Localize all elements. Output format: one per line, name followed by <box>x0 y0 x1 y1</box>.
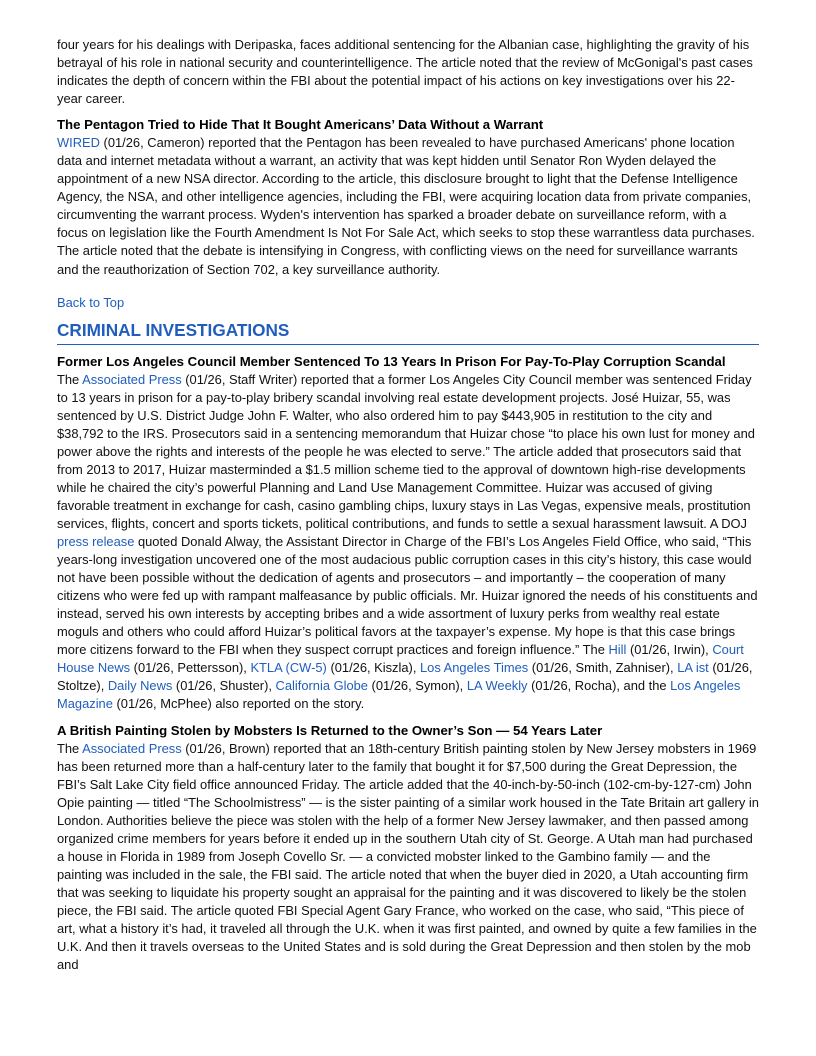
intro-paragraph: four years for his dealings with Deripaska, faces additional sentencing for the Albanian case, highlighting the gravity of his betrayal of his role in national security and counterintelligence. The article noted that the review of McGonigal's past cases indicates the depth of concern within the FBI about the potential impact of his actions on key investigations over his 22-year career. <box>57 37 753 107</box>
outlet-detail: (01/26, Pettersson), <box>130 660 251 676</box>
outlet-detail: (01/26, McPhee) also reported on the story. <box>112 696 365 712</box>
outlet-link-daily-news[interactable]: Daily News <box>107 678 173 694</box>
story-title: A British Painting Stolen by Mobsters Is Returned to the Owner’s Son — 54 Years Later <box>57 722 603 738</box>
source-link-associated-press[interactable]: Associated Press <box>82 371 182 387</box>
story-stolen-painting <box>57 722 759 975</box>
back-to-top-link[interactable]: Back to Top <box>57 294 125 310</box>
story-text: (01/26, Cameron) reported that the Pentagon has been revealed to have purchased Americans' phone location data and internet metadata without a warrant, an activity that was kept hidden until Senator Ron Wyden delayed the appointment of a new NSA director. According to the article, this disclosure brought to light that the Defense Intelligence Agency, the NSA, and other intelligence agencies, including the FBI, were acquiring location data from private companies, circumventing the warrant process. Wyden's intervention has sparked a broader debate on surveillance reform, with a focus on legislation like the Fourth Amendment Is Not For Sale Act, which seeks to stop these warrantless data purchases. The article noted that the debate is intensifying in Congress, with conflicting views on the need for surveillance warrants and the reauthorization of Section 702, a key surveillance authority. <box>57 135 755 277</box>
story-text: quoted Donald Alway, the Assistant Director in Charge of the FBI’s Los Angeles Field Office, who said, “This years-long investigation uncovered one of the most audacious public corruption cases in this city’s history, this case would not have been possible without the dedication of agents and prosecutors – and importantly – the cooperation of many citizens who were fed up with rampant malfeasance by public officials. Mr. Huizar ignored the needs of his constituents and instead, served his own interests by accepting bribes and a wide assortment of luxury perks from wealthy real estate moguls and others who could afford Huizar’s political favors at the taxpayer’s expense. My hope is that this case brings more citizens forward to the FBI when they suspect corrupt practices and foreign influence.” The <box>57 534 758 658</box>
outlet-link-la-weekly[interactable]: LA Weekly <box>466 678 528 694</box>
story-text: (01/26, Brown) reported that an 18th-century British painting stolen by New Jersey mobsters in 1969 has been returned more than a half-century later to the family that bought it for $7,500 during the Great Depression, the FBI’s Salt Lake City field office announced Friday. The article added that the 40-inch-by-50-inch (102-cm-by-127-cm) John Opie painting — titled “The Schoolmistress” — is the sister painting of a similar work housed in the Tate Britain art gallery in London. Authorities believe the piece was stolen with the help of a former New Jersey lawmaker, and then passed among organized crime members for years before it ended up in the southern Utah city of St. George. A Utah man had purchased a house in Florida in 1989 from Joseph Covello Sr. — a convicted mobster linked to the Gambino family — and the painting was included in the sale, the FBI said. The article noted that when the buyer died in 2020, a Utah accounting firm that was seeking to liquidate his property sought an appraisal for the painting and it was discovered to likely be the stolen piece, the FBI said. The article quoted FBI Special Agent Gary France, who worked on the case, who said, “This piece of art, what a history it’s had, it traveled all through the U.K. when it was first painted, and owned by quite a few families in the U.K. And then it travels overseas to the United States and is sold during the Great Depression and then stolen by the mob and <box>57 740 759 973</box>
source-link-associated-press[interactable]: Associated Press <box>82 740 182 756</box>
source-link-wired[interactable]: WIRED <box>57 135 100 151</box>
outlet-link-la-ist[interactable]: LA ist <box>677 660 709 676</box>
story-body <box>57 371 759 714</box>
outlet-detail: (01/26, Irwin), <box>626 642 713 658</box>
story-text: (01/26, Staff Writer) reported that a former Los Angeles City Council member was sentenced Friday to 13 years in prison for a pay-to-play bribery scandal involving real estate development projects. José Huizar, 55, was sentenced by U.S. District Judge John F. Walter, who also ordered him to pay $443,905 in restitution to the city and $38,792 to the IRS. Prosecutors said in a sentencing memorandum that Huizar chose “to place his own lust for money and power above the rights and interests of the people he was elected to serve.” The article added that prosecutors said that from 2013 to 2017, Huizar masterminded a $1.5 million scheme tied to the approval of downtown high-rise developments while he chaired the city’s powerful Planning and Land Use Management Committee. Huizar was accused of giving favorable treatment in exchange for cash, casino gambling chips, luxury stays in Las Vegas, expensive meals, prostitution services, flights, concert and sports tickets, political contributions, and funds to settle a sexual harassment lawsuit. A DOJ <box>57 371 755 531</box>
story-title: Former Los Angeles Council Member Sentenced To 13 Years In Prison For Pay-To-Play Corruption Scandal <box>57 353 726 369</box>
outlet-detail: (01/26, Kiszla), <box>326 660 420 676</box>
story-title: The Pentagon Tried to Hide That It Bought Americans’ Data Without a Warrant <box>57 117 544 133</box>
outlet-link-court-house-news[interactable]: Court House News <box>57 642 744 676</box>
outlet-link-los-angeles-times[interactable]: Los Angeles Times <box>420 660 529 676</box>
outlet-link-los-angeles-magazine[interactable]: Los Angeles Magazine <box>57 678 741 712</box>
outlet-link-hill[interactable]: Hill <box>608 642 627 658</box>
story-body <box>57 740 759 975</box>
outlet-detail: (01/26, Shuster), <box>172 678 276 694</box>
outlet-link-california-globe[interactable]: California Globe <box>275 678 368 694</box>
section-heading-criminal-investigations: CRIMINAL INVESTIGATIONS <box>57 318 759 345</box>
outlet-detail: (01/26, Smith, Zahniser), <box>528 660 678 676</box>
lead-in: The <box>57 740 83 756</box>
outlet-link-ktla[interactable]: KTLA (CW-5) <box>250 660 327 676</box>
story-body <box>57 134 759 278</box>
press-release-link[interactable]: press release <box>57 534 135 550</box>
outlet-detail: (01/26, Rocha), and the <box>527 678 671 694</box>
story-huizar-sentenced <box>57 353 759 714</box>
story-pentagon-data <box>57 116 759 278</box>
outlet-detail: (01/26, Symon), <box>367 678 467 694</box>
lead-in: The <box>57 371 83 387</box>
outlet-detail: (01/26, Stoltze), <box>57 660 753 694</box>
